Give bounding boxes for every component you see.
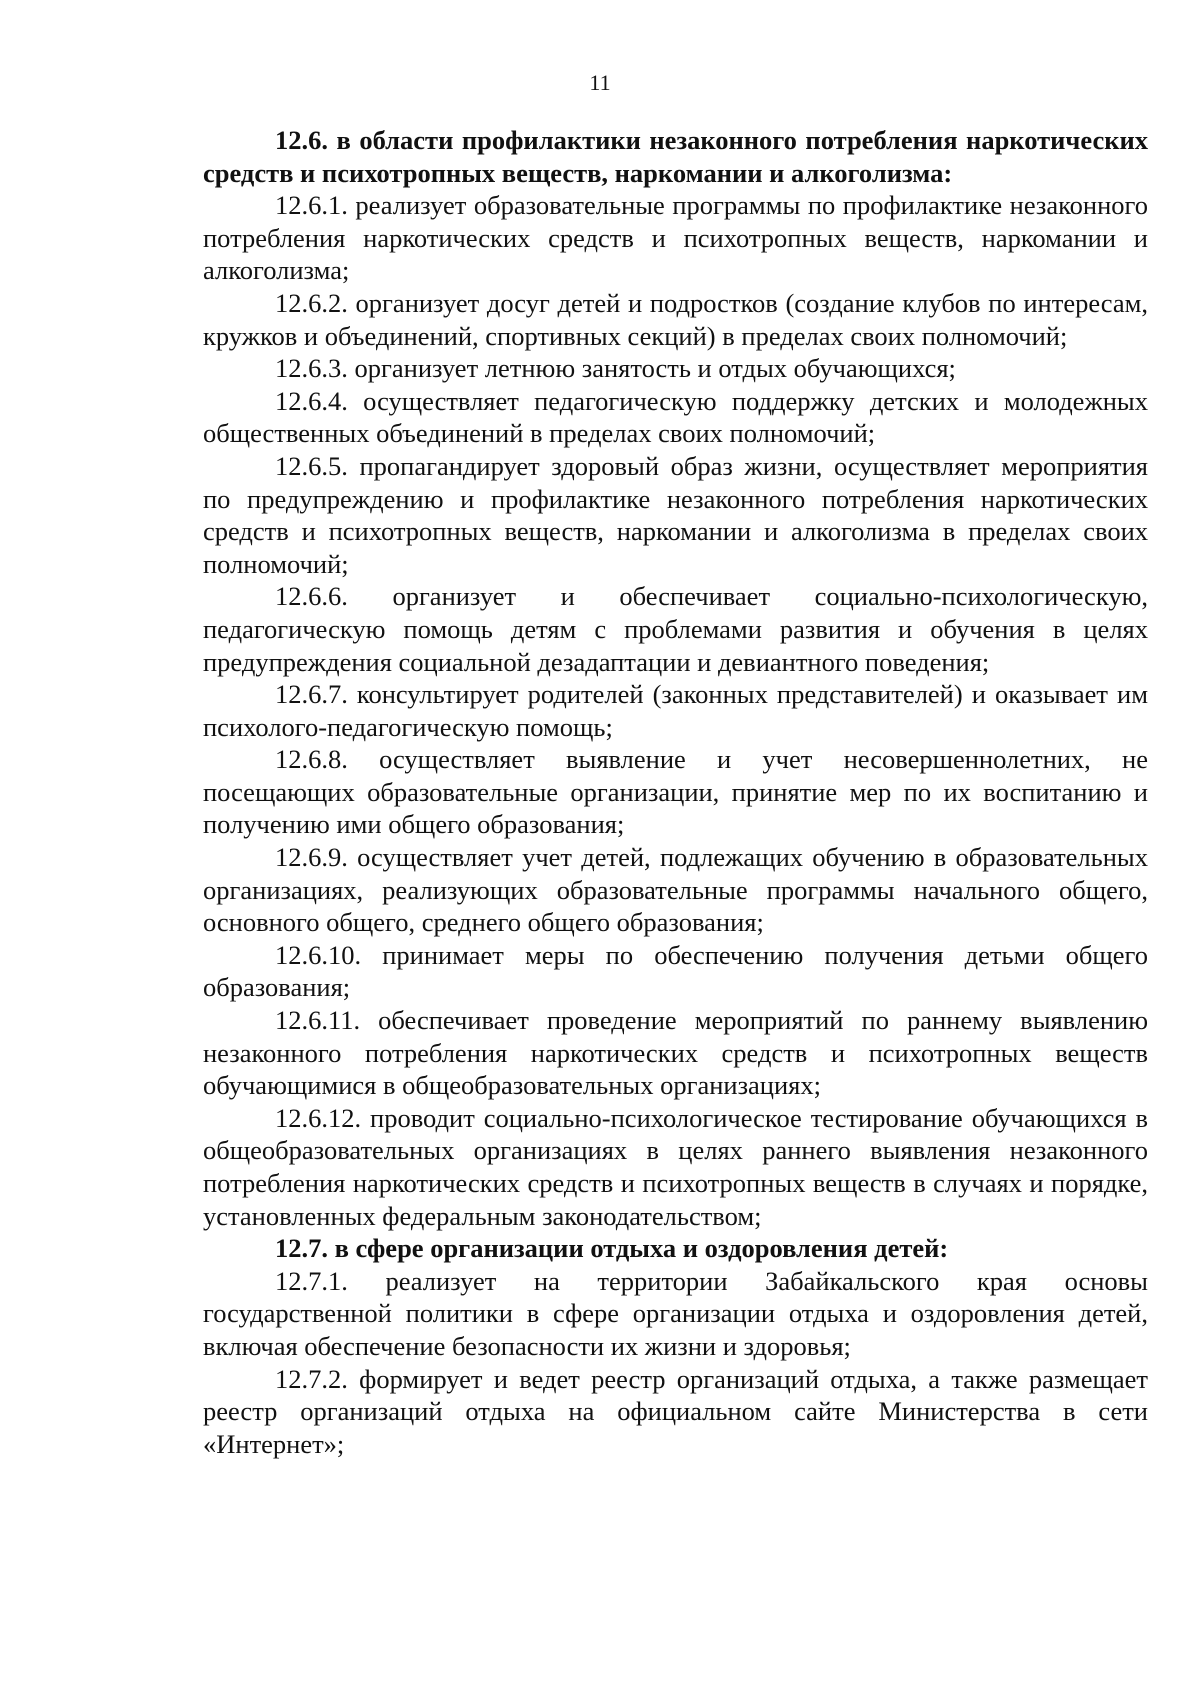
paragraph-12-6-6: 12.6.6. организует и обеспечивает социально-психологическую, педагогическую помощь детям с проблемами развития и обучения в целях предупреждения социальной дезадаптации и девиантного поведения; [203, 581, 1148, 677]
paragraph-12-6-2: 12.6.2. организует досуг детей и подростков (создание клубов по интересам, кружков и объединений, спортивных секций) в пределах своих полномочий; [203, 287, 1148, 351]
paragraph-12-6-7: 12.6.7. консультирует родителей (законных представителей) и оказывает им психолого-педагогическую помощь; [203, 679, 1148, 742]
paragraph-12-6-12: 12.6.12. проводит социально-психологическое тестирование обучающихся в общеобразовательных организациях в целях раннего выявления незаконного потребления наркотических средств и психотропных веществ в случаях и порядке, установленных федеральным законодательством; [203, 1102, 1148, 1231]
paragraph-12-7-1: 12.7.1. реализует на территории Забайкальского края основы государственной политики в сфере организации отдыха и оздоровления детей, включая обеспечение безопасности их жизни и здоровья; [203, 1265, 1148, 1361]
section-heading-12-7: 12.7. в сфере организации отдыха и оздоровления детей: [275, 1233, 949, 1264]
paragraph-12-7-2: 12.7.2. формирует и ведет реестр организаций отдыха, а также размещает реестр организаций отдыха на официальном сайте Министерства в сети «Интернет»; [203, 1363, 1148, 1459]
paragraph-12-6-4: 12.6.4. осуществляет педагогическую поддержку детских и молодежных общественных объединений в пределах своих полномочий; [203, 385, 1148, 449]
paragraph-12-6-10: 12.6.10. принимает меры по обеспечению получения детьми общего образования; [203, 939, 1148, 1003]
page-number: 11 [589, 70, 611, 95]
paragraph-12-6-1: 12.6.1. реализует образовательные программы по профилактике незаконного потребления наркотических средств и психотропных веществ, наркомании и алкоголизма; [203, 190, 1148, 286]
document-body [203, 124, 1148, 1460]
paragraph-12-6-8: 12.6.8. осуществляет выявление и учет несовершеннолетних, не посещающих образовательные организации, принятие мер по их воспитанию и получению ими общего образования; [203, 744, 1148, 840]
paragraph-12-6-9: 12.6.9. осуществляет учет детей, подлежащих обучению в образовательных организациях, реализующих образовательные программы начального общего, основного общего, среднего общего образования; [203, 842, 1148, 938]
paragraph-12-6-3: 12.6.3. организует летнюю занятость и отдых обучающихся; [275, 353, 956, 384]
section-heading-12-6: 12.6. в области профилактики незаконного потребления наркотических средств и психотропных веществ, наркомании и алкоголизма: [203, 125, 1148, 188]
paragraph-12-6-5: 12.6.5. пропагандирует здоровый образ жизни, осуществляет мероприятия по предупреждению и профилактике незаконного потребления наркотических средств и психотропных веществ, наркомании и алкоголизма в пределах своих полномочий; [203, 450, 1148, 579]
paragraph-12-6-11: 12.6.11. обеспечивает проведение мероприятий по раннему выявлению незаконного потребления наркотических средств и психотропных веществ обучающимися в общеобразовательных организациях; [203, 1005, 1148, 1101]
